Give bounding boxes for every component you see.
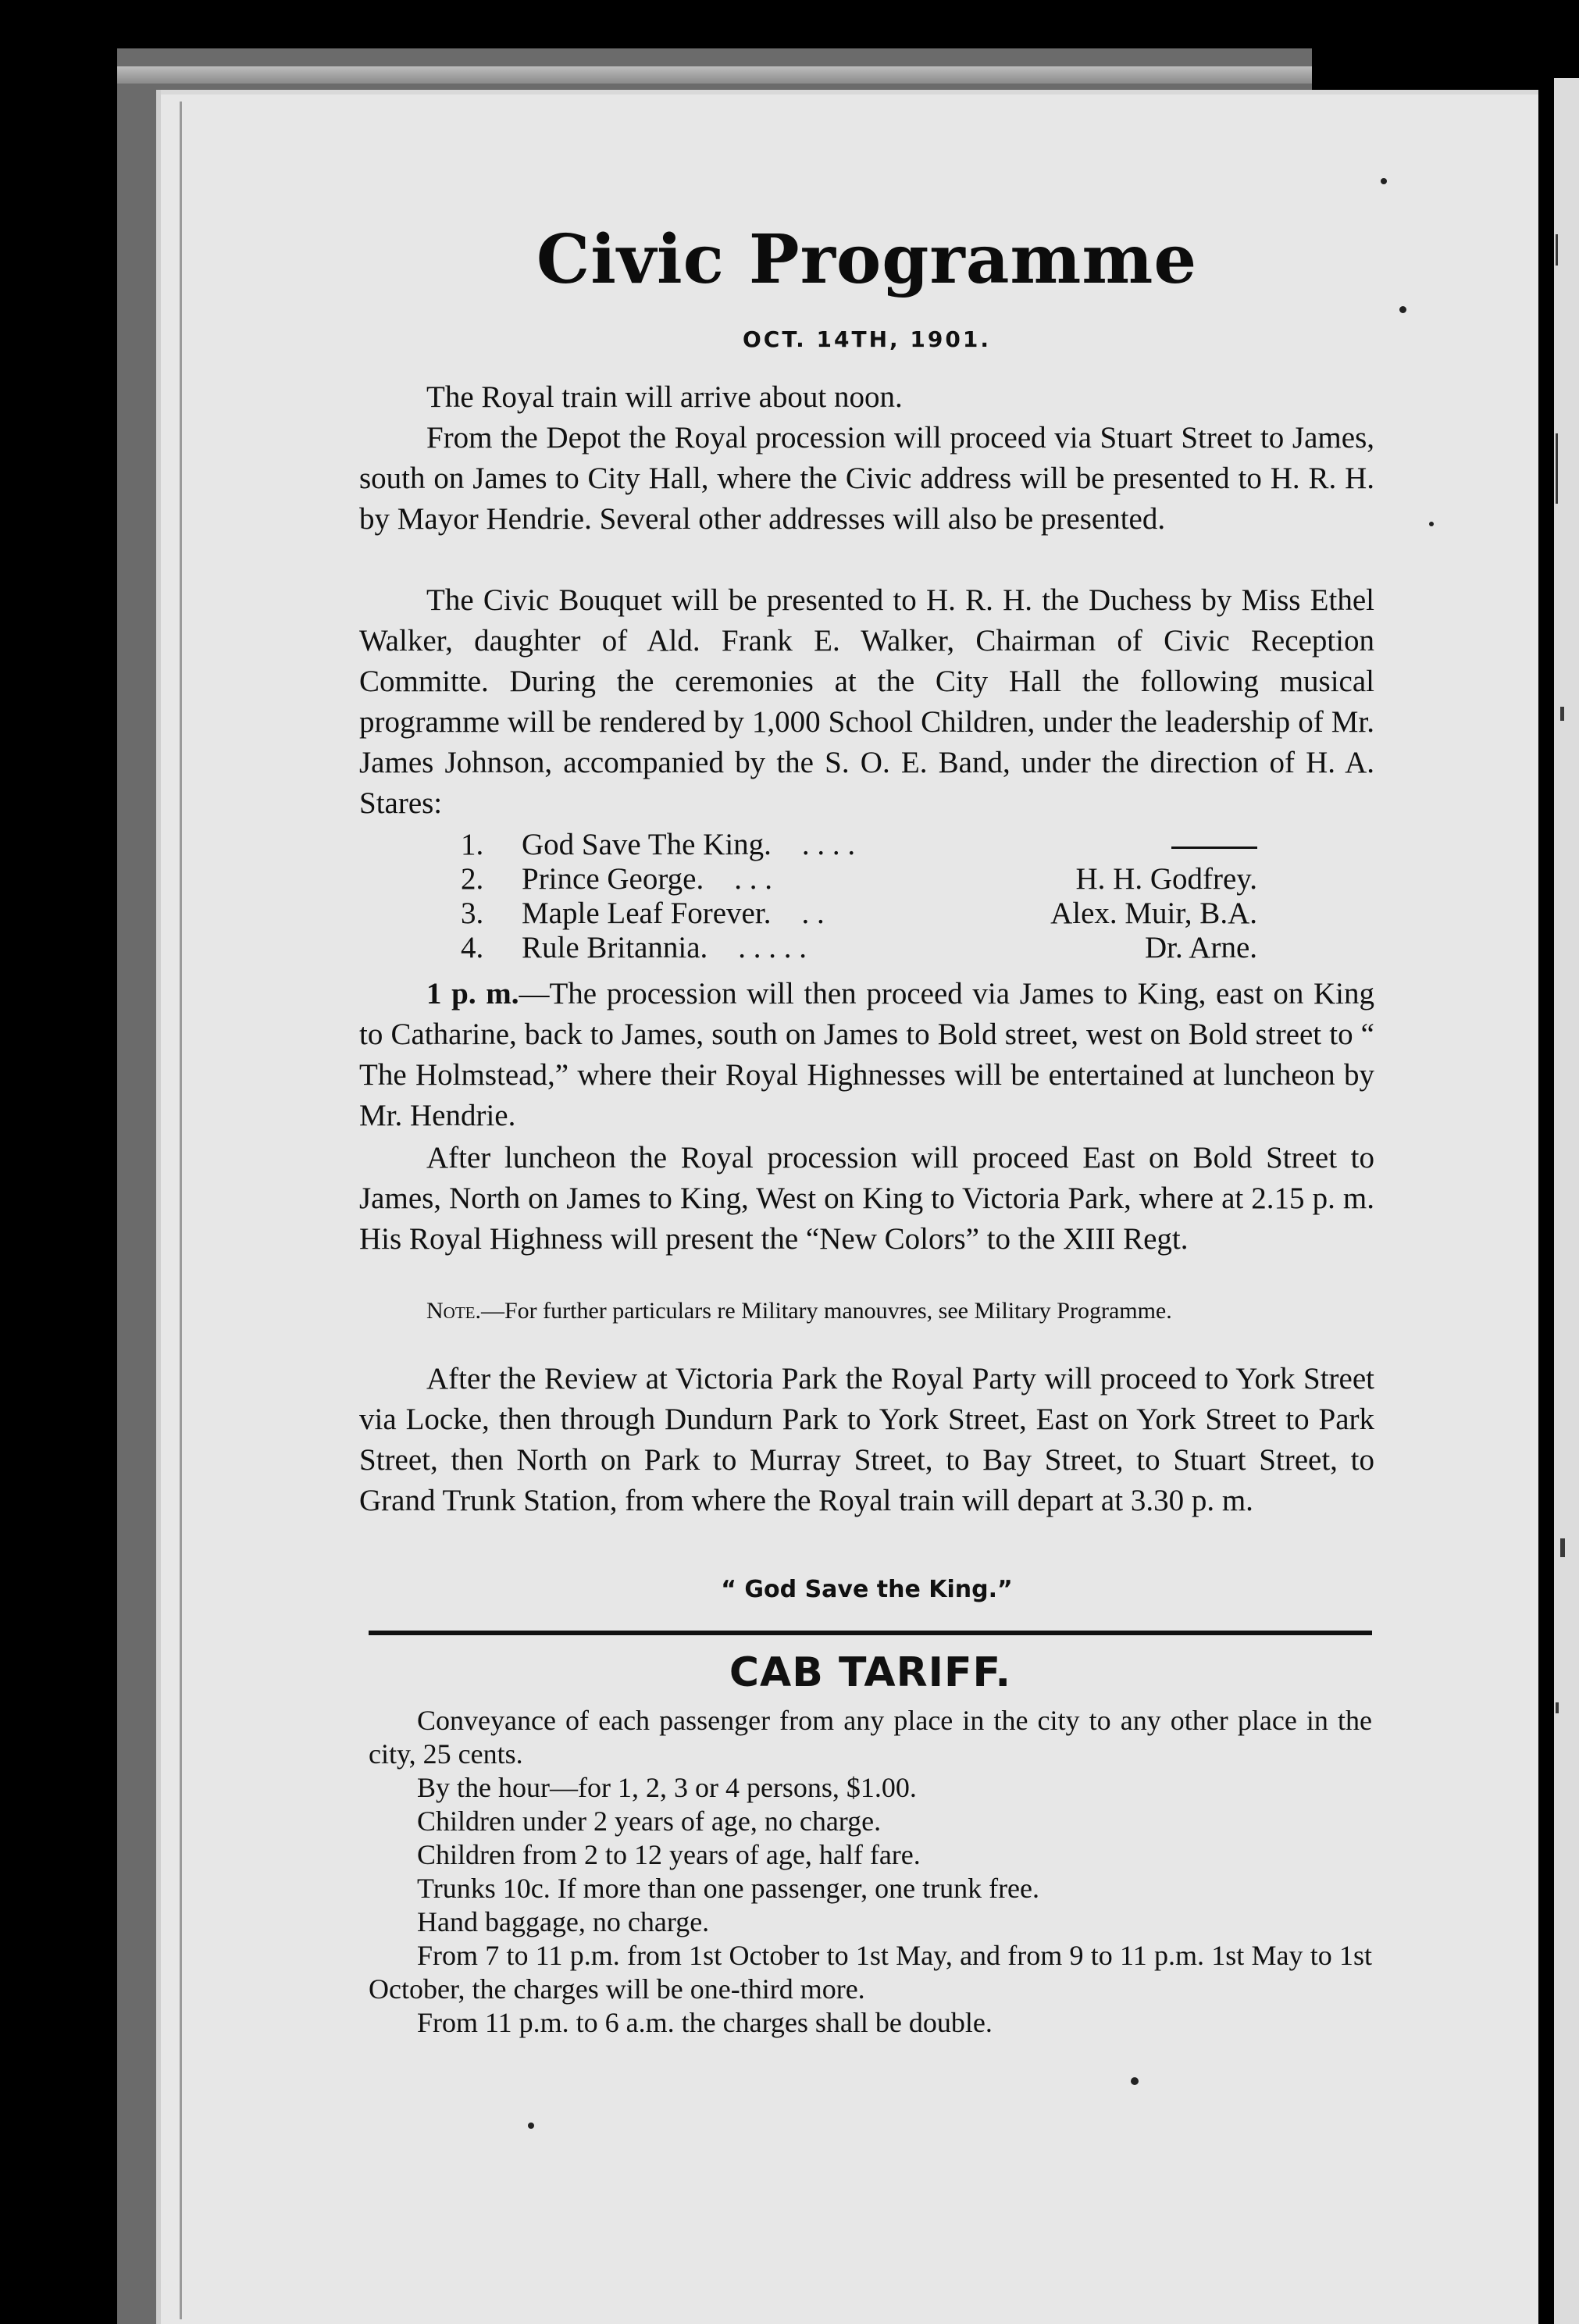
- music-item: [461, 828, 1257, 862]
- tariff-item: Children under 2 years of age, no charge.: [417, 1805, 882, 1837]
- paragraph-bouquet: The Civic Bouquet will be presented to H. R. H. the Duchess by Miss Ethel Walker, daughter of Ald. Frank E. Walker, Chairman of Civic Reception Committe. During the ceremonies at the City Hall the following musical programme will be rendered by 1,000 School Children, under the leadership of Mr. James Johnson, accompanied by the S. O. E. Band, under the direction of H. A. Stares:: [359, 583, 1374, 820]
- leader-dots: . . . .: [801, 828, 856, 861]
- tariff-item: From 7 to 11 p.m. from 1st October to 1st May, and from 9 to 11 p.m. 1st May to 1st October, the charges will be one-third more.: [369, 1940, 1372, 2005]
- tariff-item: By the hour—for 1, 2, 3 or 4 persons, $1.00.: [417, 1772, 917, 1803]
- scan-speck: [1381, 178, 1387, 184]
- paragraph-procession: From the Depot the Royal procession will proceed via Stuart Street to James, south on James to City Hall, where the Civic address will be presented to H. R. H. by Mayor Hendrie. Several other addresses will also be presented.: [359, 421, 1374, 536]
- section-divider: [369, 1631, 1372, 1635]
- cab-tariff-title: CAB TARIFF.: [729, 1649, 1012, 1696]
- leader-dots: . .: [801, 896, 825, 930]
- paragraph-after-review: After the Review at Victoria Park the Royal Party will proceed to York Street via Locke, then through Dundurn Park to York Street, East on York Street to Park Street, then North on Park to Murray Street, to Bay Street, to Stuart Street, to Grand Trunk Station, from where the Royal train will depart at 3.30 p. m.: [359, 1362, 1374, 1517]
- music-title: God Save The King. . . . .: [522, 828, 856, 861]
- music-number: 1.: [461, 828, 484, 861]
- leader-dots: . . . . .: [738, 931, 807, 964]
- music-item: [461, 862, 1257, 896]
- leader-dots: . . .: [734, 862, 772, 896]
- music-item: [461, 931, 1257, 965]
- facing-page-edge: [1554, 78, 1579, 2324]
- note-label: Note.: [426, 1298, 481, 1324]
- music-title: Maple Leaf Forever. . .: [522, 896, 825, 930]
- tariff-item: Children from 2 to 12 years of age, half fare.: [417, 1839, 921, 1870]
- military-note: Note.—For further particulars re Military manouvres, see Military Programme.: [426, 1298, 1172, 1324]
- music-composer: [1007, 828, 1257, 862]
- scan-speck: [1429, 522, 1434, 526]
- time-label: 1 p. m.: [426, 977, 519, 1011]
- music-title: Prince George. . . .: [522, 862, 772, 896]
- music-composer: Dr. Arne.: [1144, 931, 1257, 964]
- paragraph-after-luncheon: After luncheon the Royal procession will proceed East on Bold Street to James, North on James to King, West on King to Victoria Park, where at 2.15 p. m. His Royal Highness will present the “New Colors” to the XIII Regt.: [359, 1141, 1374, 1256]
- edge-mark: [1556, 433, 1558, 504]
- edge-mark: [1556, 234, 1558, 266]
- music-composer: H. H. Godfrey.: [1075, 862, 1257, 896]
- tariff-item: Hand baggage, no charge.: [417, 1906, 710, 1937]
- page-title: Civic Programme: [536, 220, 1198, 299]
- scan-speck: [528, 2123, 534, 2129]
- musical-programme: [461, 828, 1257, 965]
- edge-mark: [1556, 1702, 1559, 1713]
- music-title: Rule Britannia. . . . . .: [522, 931, 807, 964]
- tariff-item: Conveyance of each passenger from any place in the city to any other place in the city, 25 cents.: [369, 1705, 1372, 1770]
- blank-composer-rule: [1171, 847, 1257, 849]
- scan-speck: [1131, 2077, 1139, 2085]
- music-number: 2.: [461, 862, 484, 896]
- music-item: [461, 896, 1257, 931]
- music-composer: Alex. Muir, B.A.: [1050, 896, 1257, 930]
- music-number: 4.: [461, 931, 484, 964]
- back-strip: [117, 66, 1312, 84]
- edge-mark: [1560, 707, 1564, 721]
- page-margin-rule: [180, 102, 182, 2319]
- tariff-item: Trunks 10c. If more than one passenger, one trunk free.: [417, 1873, 1040, 1904]
- tariff-item: From 11 p.m. to 6 a.m. the charges shall be double.: [417, 2007, 993, 2038]
- music-number: 3.: [461, 896, 484, 930]
- edge-mark: [1560, 1538, 1565, 1557]
- closing-line: “ God Save the King.”: [721, 1576, 1013, 1603]
- cab-tariff-list: [369, 1704, 1372, 2040]
- paragraph-afternoon: 1 p. m.—The procession will then proceed via James to King, east on King to Catharine, back to James, south on James to Bold street, west on Bold street to “ The Holmstead,” where their Royal Highnesses will be entertained at luncheon by Mr. Hendrie.: [359, 977, 1374, 1132]
- paragraph-arrival: The Royal train will arrive about noon.: [426, 380, 903, 414]
- scan-speck: [1399, 306, 1406, 313]
- programme-date: OCT. 14TH, 1901.: [742, 326, 992, 352]
